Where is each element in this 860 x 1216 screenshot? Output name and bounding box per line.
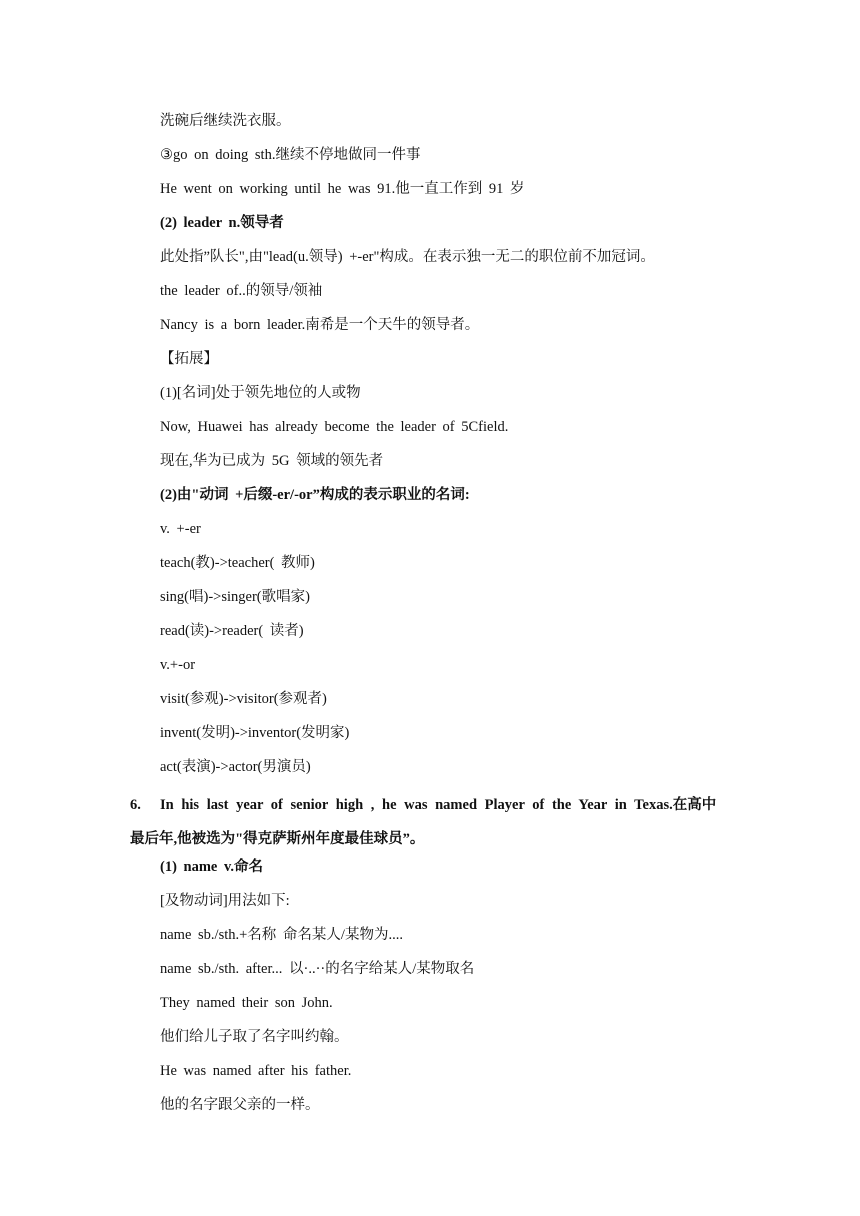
numbered-sentence: [130, 788, 730, 856]
text-line: v. +-er: [160, 521, 201, 537]
text-line: (1)[名词]处于领先地位的人或物: [160, 385, 361, 401]
text-line: [及物动词]用法如下:: [160, 893, 290, 909]
text-line: 此处指”队长",由"lead(u.领导) +-er"构成。在表示独一无二的职位前不加冠词。: [160, 249, 655, 265]
section-heading: (1) name v.命名: [160, 859, 264, 875]
text-line: They named their son John.: [160, 995, 333, 1011]
section-heading: (2)由"动词 +后缀-er/-or”构成的表示职业的名词:: [160, 487, 470, 503]
text-line: name sb./sth.+名称 命名某人/某物为....: [160, 927, 403, 943]
text-line: 他们给儿子取了名字叫约翰。: [160, 1029, 349, 1045]
text-line: visit(参观)->visitor(参观者): [160, 691, 327, 707]
text-line: 洗碗后继续洗衣服。: [160, 113, 291, 129]
text-line: sing(唱)->singer(歌唱家): [160, 589, 310, 605]
text-line: 他的名字跟父亲的一样。: [160, 1097, 320, 1113]
text-line: v.+-or: [160, 657, 196, 673]
text-line: read(读)->reader( 读者): [160, 623, 304, 639]
text-line: teach(教)->teacher( 教师): [160, 555, 315, 571]
text-line: name sb./sth. after... 以·..··的名字给某人/某物取名: [160, 961, 475, 977]
sentence-text: In his last year of senior high , he was named Player of the Year in Texas.在高中最后年,他被选为"得克萨斯州年度最佳球员”。: [130, 797, 717, 847]
text-line: act(表演)->actor(男演员): [160, 759, 311, 775]
text-line: Now, Huawei has already become the leader of 5Cfield.: [160, 419, 509, 435]
item-number: 6.: [130, 797, 141, 813]
text-line: invent(发明)->inventor(发明家): [160, 725, 350, 741]
text-line: ③go on doing sth.继续不停地做同一件事: [160, 147, 421, 163]
section-heading: (2) leader n.领导者: [160, 215, 284, 231]
text-line: He went on working until he was 91.他一直工作到 91 岁: [160, 181, 525, 197]
expansion-heading: 【拓展】: [160, 351, 218, 367]
text-line: 现在,华为已成为 5G 领域的领先者: [160, 453, 384, 469]
text-line: Nancy is a born leader.南希是一个天牛的领导者。: [160, 317, 480, 333]
text-line: He was named after his father.: [160, 1063, 352, 1079]
text-line: the leader of..的领导/领袖: [160, 283, 323, 299]
